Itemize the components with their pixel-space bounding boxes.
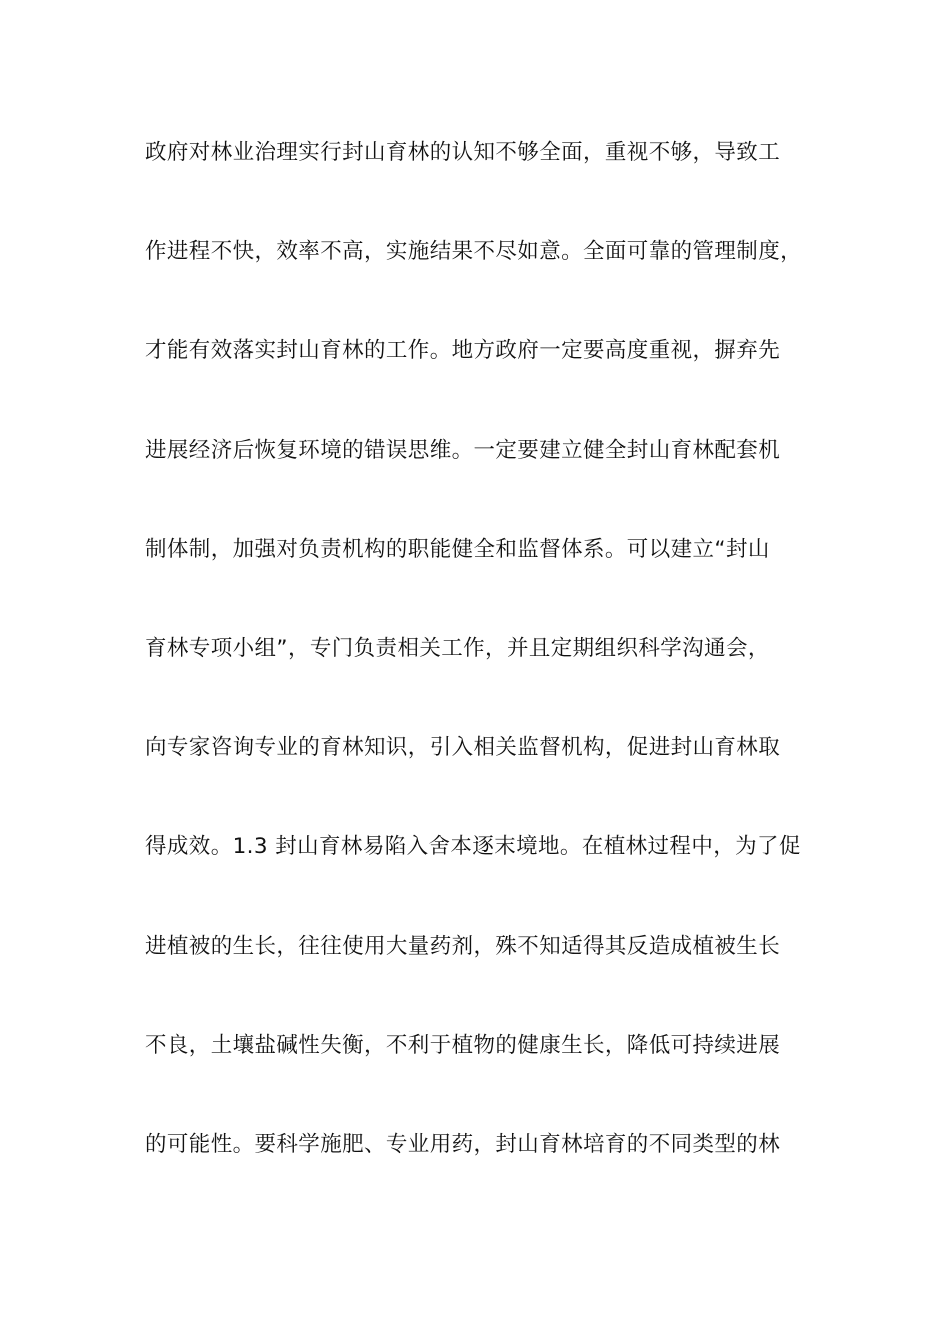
text-line: 的可能性。要科学施肥、专业用药，封山育林培育的不同类型的林 [145,1131,781,1157]
text-line: 制体制，加强对负责机构的职能健全和监督体系。可以建立“封山 [145,536,770,562]
text-line: 政府对林业治理实行封山育林的认知不够全面，重视不够，导致工 [145,140,781,165]
body-text [145,131,825,1222]
text-line: 才能有效落实封山育林的工作。地方政府一定要高度重视，摒弃先 [145,338,781,364]
text-line: 不良，土壤盐碱性失衡，不利于植物的健康生长，降低可持续进展 [145,1032,781,1058]
text-line: 向专家咨询专业的育林知识，引入相关监督机构，促进封山育林取 [145,735,781,761]
text-line: 进植被的生长，往往使用大量药剂，殊不知适得其反造成植被生长 [145,933,781,959]
text-line: 进展经济后恢复环境的错误思维。一定要建立健全封山育林配套机 [145,437,781,463]
text-line: 作进程不快，效率不高，实施结果不尽如意。全面可靠的管理制度， [145,239,803,265]
text-line: 育林专项小组”，专门负责相关工作，并且定期组织科学沟通会， [145,635,770,661]
text-line: 得成效。1.3 封山育林易陷入舍本逐末境地。在植林过程中，为了促 [145,834,801,860]
